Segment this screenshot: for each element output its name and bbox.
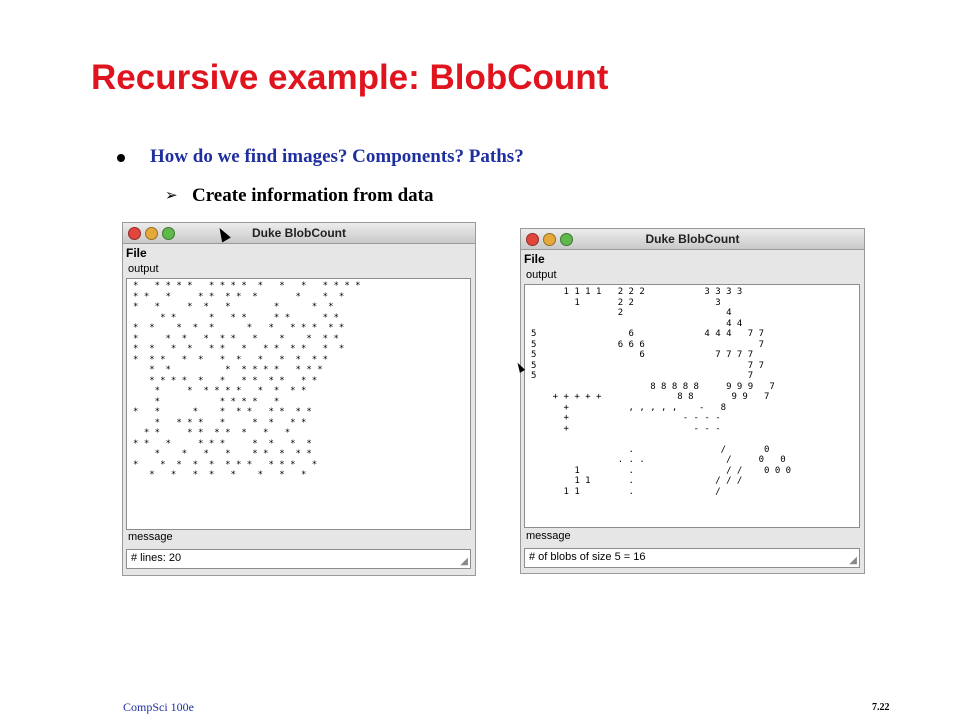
output-text: 1 1 1 1 2 2 2 3 3 3 3 1 2 2 3 2 4 4 4 5 6 4 4 4 7 7 5 6 6 6 7 5 6 7 7 7 7 5 7 7 5 7 8 8 8 8 8 9 9 9 7 + + + + + 8 8 9 9 7 + , , , , , - 8 + - - - - + - - - . / 0 . . . / 0 0 1 . / / 0 0 0 1 1 . / / / 1 1 . / xyxy=(531,287,792,497)
output-label: output xyxy=(128,263,159,275)
footer-course: CompSci 100e xyxy=(123,700,194,714)
message-field[interactable] xyxy=(524,548,860,568)
slide-number: 7.22 xyxy=(872,702,890,713)
resize-grip-icon[interactable]: ◢ xyxy=(849,555,857,566)
window-title: Duke BlobCount xyxy=(252,226,346,240)
output-label: output xyxy=(526,269,557,281)
resize-grip-icon[interactable]: ◢ xyxy=(460,556,468,567)
output-text: * * * * * * * * * * * * * * * * * * * * * * * * * * * * * * * * * * * * * * * * * * * * * * * * * * * * * * * * * * * * * * * * * * * * * * * * * * * * * * * * * * * * * * * * * * * * * * * * * * * * * * * * * * * * * * * * * * * * * * * * * * * * * * * * * * * * * * * * * * * * * * * * * * * * * * * * * * * * * * * * * * * * * * * * * * * * * * * * * * * * * * * * * * * * * * * * * * * * * xyxy=(133,281,361,480)
window-title: Duke BlobCount xyxy=(645,232,740,246)
message-label: message xyxy=(526,530,571,542)
bullet-dot-icon xyxy=(117,154,125,162)
file-menu[interactable]: File xyxy=(126,246,147,260)
output-area[interactable] xyxy=(126,278,471,530)
slide-title: Recursive example: BlobCount xyxy=(91,58,609,97)
window-titlebar[interactable] xyxy=(123,223,475,244)
bullet-secondary: Create information from data xyxy=(192,185,434,206)
bullet-arrow-icon: ➢ xyxy=(165,188,178,204)
output-area[interactable] xyxy=(524,284,860,528)
blobcount-window-blobs xyxy=(520,228,865,574)
message-label: message xyxy=(128,531,173,543)
window-titlebar[interactable] xyxy=(521,229,864,250)
bullet-primary: How do we find images? Components? Paths? xyxy=(150,146,524,167)
blobcount-window-lines xyxy=(122,222,476,576)
message-text: # lines: 20 xyxy=(131,552,182,564)
file-menu[interactable]: File xyxy=(524,252,545,266)
message-field[interactable] xyxy=(126,549,471,569)
message-text: # of blobs of size 5 = 16 xyxy=(529,551,646,563)
